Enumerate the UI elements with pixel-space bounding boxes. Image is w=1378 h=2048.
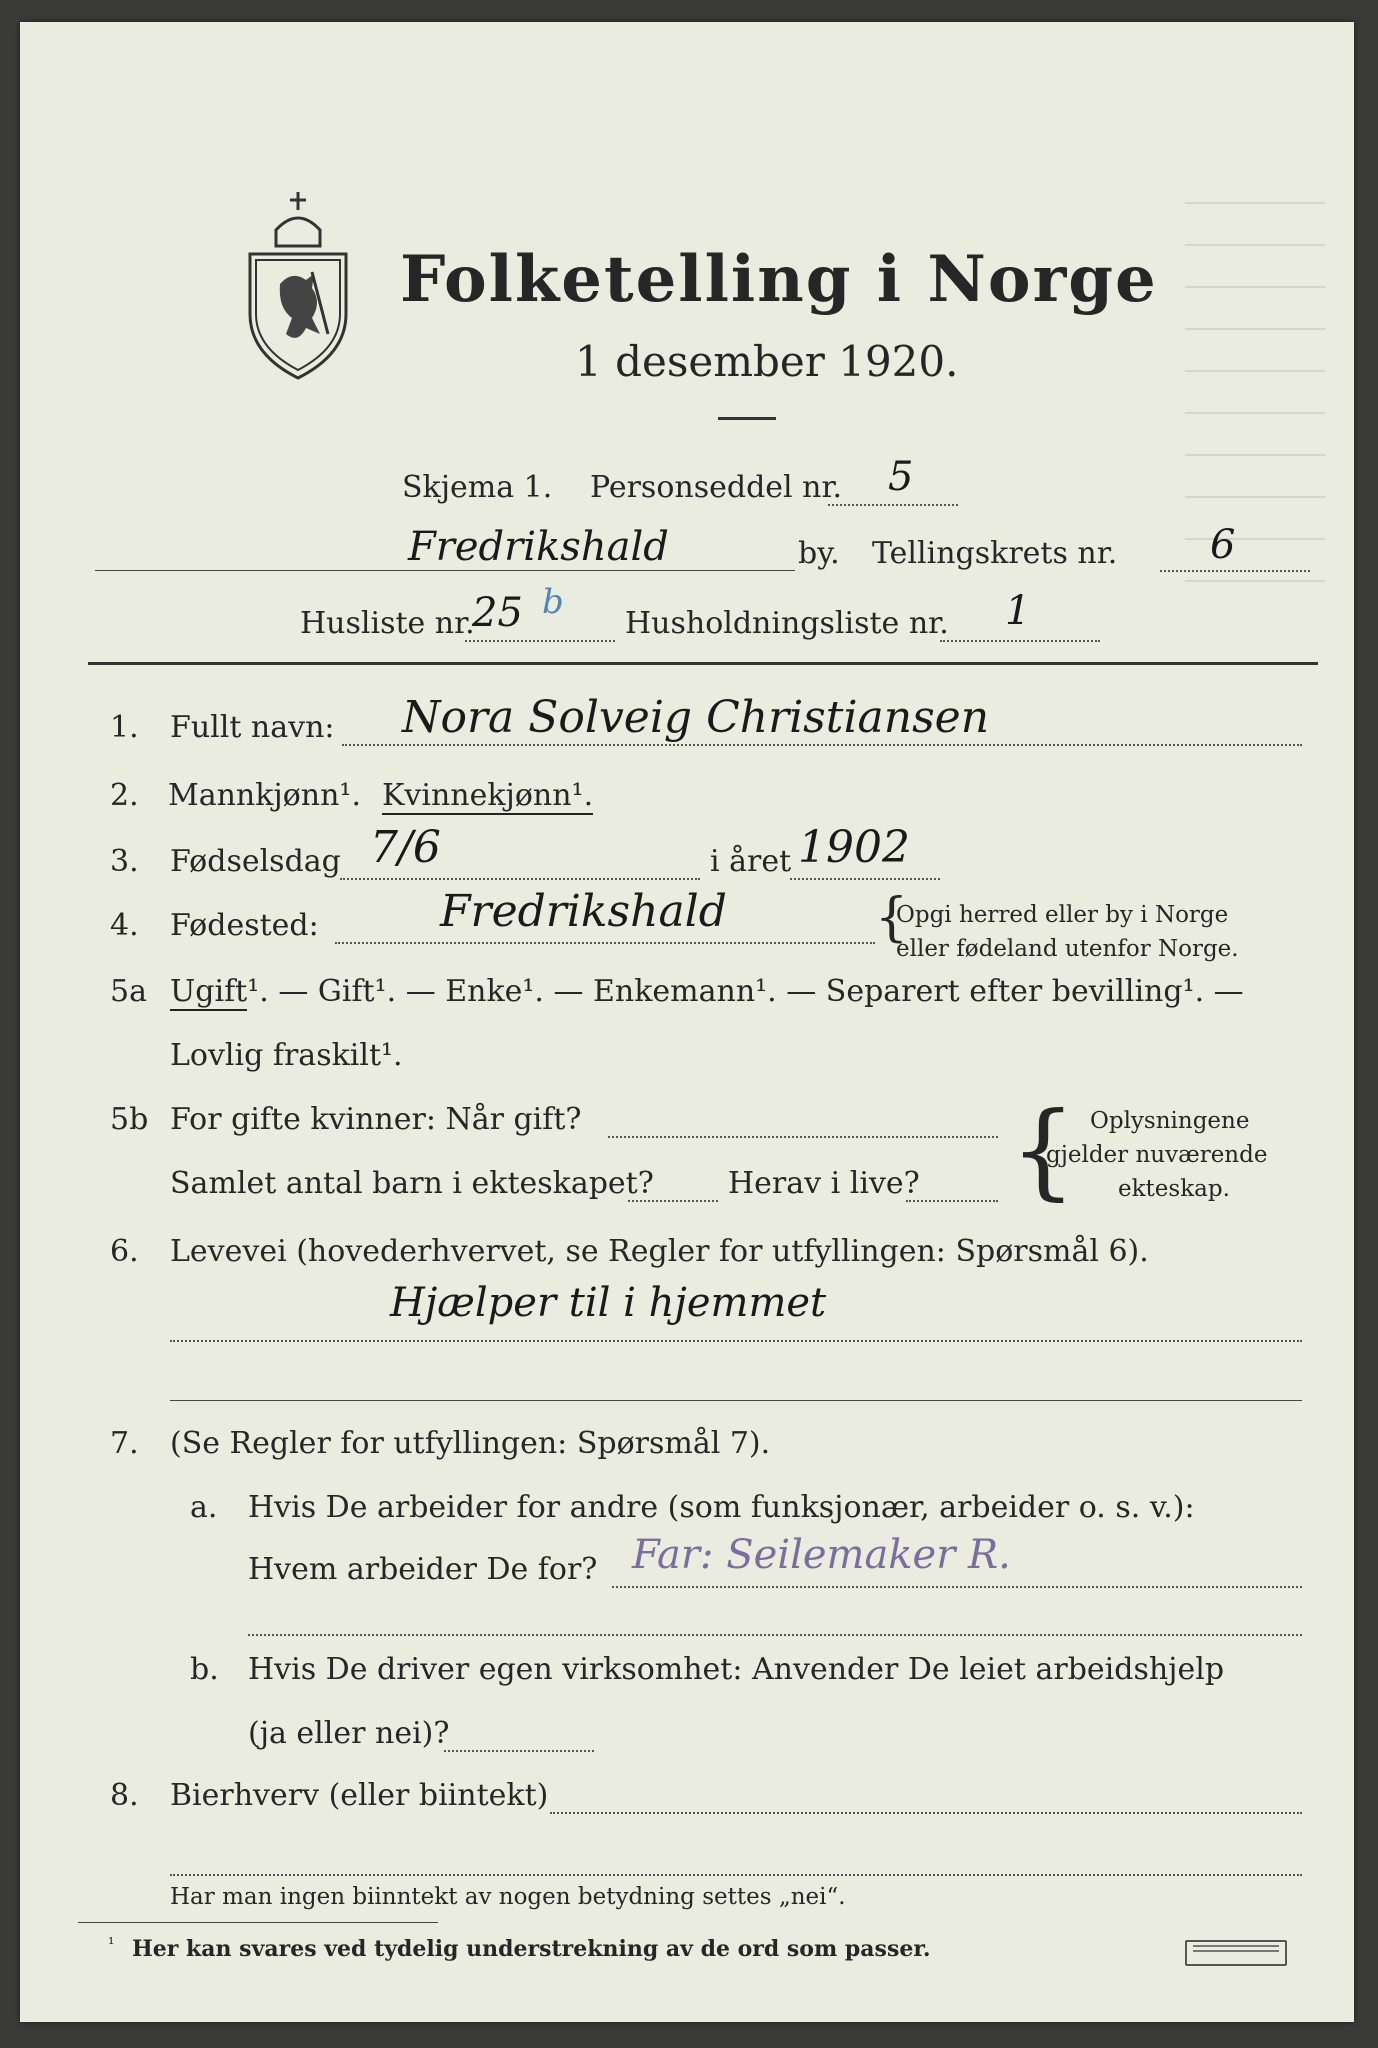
q2-female-option-label: Kvinnekjønn¹. — [382, 778, 594, 813]
header-separator — [88, 662, 1318, 665]
q4-brace: { — [875, 888, 909, 948]
schema-label: Skjema 1. — [402, 470, 553, 505]
q3-number: 3. — [110, 844, 139, 879]
q3-label: Fødselsdag — [170, 844, 341, 879]
q5b-note-line-1: Oplysningene — [1090, 1108, 1250, 1134]
q1-field-line — [342, 744, 1302, 746]
footnote-text: Her kan svares ved tydelig understrekning av de ord som passer. — [132, 1936, 931, 1962]
q7a-question: Hvis De arbeider for andre (som funksjonær, arbeider o. s. v.): — [248, 1490, 1195, 1525]
personseddel-label: Personseddel nr. — [590, 470, 843, 505]
personseddel-field-line — [828, 504, 958, 506]
q4-birthplace-value[interactable]: Fredrikshald — [440, 886, 727, 937]
q8-number: 8. — [110, 1778, 139, 1813]
q3-birthday-value[interactable]: 7/6 — [370, 822, 441, 873]
q5b-note-line-3: ekteskap. — [1118, 1176, 1230, 1202]
q2-male-option[interactable]: Mannkjønn¹. — [168, 778, 361, 813]
q2-female-option[interactable] — [382, 778, 593, 813]
by-label: by. — [798, 536, 840, 571]
q1-label: Fullt navn: — [170, 710, 335, 745]
husholdning-value[interactable]: 1 — [1005, 588, 1031, 634]
title-divider — [718, 417, 776, 420]
footnote-rule — [78, 1922, 438, 1923]
husliste-field-line — [465, 640, 615, 642]
husliste-suffix: b — [542, 582, 564, 622]
q5b-alive-field[interactable] — [906, 1200, 998, 1202]
q7b-yes-no-label: (ja eller nei)? — [248, 1716, 450, 1751]
footnote-mark: ¹ — [108, 1934, 115, 1953]
q1-number: 1. — [110, 710, 139, 745]
q5a-ugift-option[interactable]: Ugift — [170, 974, 248, 1009]
q1-full-name-value[interactable]: Nora Solveig Christiansen — [402, 692, 990, 743]
q5b-married-when-field[interactable] — [608, 1136, 998, 1138]
q5b-number: 5b — [110, 1102, 149, 1137]
q7a-letter: a. — [190, 1490, 218, 1525]
q7a-field-line-2 — [248, 1634, 1302, 1636]
q7b-letter: b. — [190, 1652, 219, 1687]
personseddel-value[interactable]: 5 — [888, 454, 914, 500]
q4-note-line-1: Opgi herred eller by i Norge — [896, 902, 1229, 928]
q8-field-line-1 — [550, 1812, 1302, 1814]
q7a-field-line-1 — [612, 1586, 1302, 1588]
q5b-brace: { — [1010, 1089, 1077, 1211]
q3-year-value[interactable]: 1902 — [798, 822, 910, 873]
q6-occupation-value[interactable]: Hjælper til i hjemmet — [390, 1280, 827, 1326]
form-title: Folketelling i Norge — [400, 242, 1158, 317]
q4-label: Fødested: — [170, 908, 319, 943]
q7a-employer-value[interactable]: Far: Seilemaker R. — [632, 1532, 1011, 1578]
q5a-options[interactable] — [170, 974, 1244, 1009]
tellingskrets-field-line — [1160, 570, 1310, 572]
husliste-label: Husliste nr. — [300, 606, 475, 641]
q6-number: 6. — [110, 1234, 139, 1269]
q5b-children-field[interactable] — [628, 1200, 718, 1202]
husliste-value[interactable]: 25 — [472, 590, 523, 636]
q3-year-label: i året — [710, 844, 792, 879]
q3-year-field-line — [790, 878, 940, 880]
q5b-children-label: Samlet antal barn i ekteskapet? — [170, 1166, 654, 1201]
q8-label: Bierhverv (eller biintekt) — [170, 1778, 549, 1813]
q5a-other-options: ¹. — Gift¹. — Enke¹. — Enkemann¹. — Separert efter bevilling¹. — — [247, 974, 1244, 1009]
printer-stamp — [1185, 1940, 1287, 1966]
q6-field-line-1 — [170, 1340, 1302, 1342]
q5a-lovlig-fraskilt[interactable]: Lovlig fraskilt¹. — [170, 1038, 403, 1073]
q7-label: (Se Regler for utfyllingen: Spørsmål 7). — [170, 1426, 771, 1461]
q3-field-line — [340, 878, 700, 880]
q7a-employer-label: Hvem arbeider De for? — [248, 1552, 598, 1587]
q7b-field[interactable] — [444, 1750, 594, 1752]
q7b-question: Hvis De driver egen virksomhet: Anvender De leiet arbeidshjelp — [248, 1652, 1225, 1687]
city-field-line — [95, 570, 795, 571]
q6-label: Levevei (hovederhvervet, se Regler for utfyllingen: Spørsmål 6). — [170, 1234, 1149, 1269]
norwegian-coat-of-arms-icon — [242, 184, 354, 384]
q5b-note-line-2: gjelder nuværende — [1046, 1142, 1268, 1168]
q4-note-line-2: eller fødeland utenfor Norge. — [896, 936, 1239, 962]
q6-field-line-2 — [170, 1400, 1302, 1401]
census-form-page — [20, 22, 1354, 2022]
q5b-married-when-label: For gifte kvinner: Når gift? — [170, 1102, 582, 1137]
husholdning-field-line — [940, 640, 1100, 642]
q4-field-line — [335, 942, 875, 944]
city-value[interactable]: Fredrikshald — [408, 524, 669, 570]
tellingskrets-value[interactable]: 6 — [1210, 522, 1236, 568]
q8-field-line-2 — [170, 1874, 1302, 1876]
q5b-alive-label: Herav i live? — [728, 1166, 920, 1201]
census-date: 1 desember 1920. — [575, 337, 959, 386]
q2-number: 2. — [110, 778, 139, 813]
tellingskrets-label: Tellingskrets nr. — [872, 536, 1118, 571]
husholdning-label: Husholdningsliste nr. — [625, 606, 949, 641]
q5a-number: 5a — [110, 974, 147, 1009]
q7-number: 7. — [110, 1426, 139, 1461]
q4-number: 4. — [110, 908, 139, 943]
biintekt-note: Har man ingen biinntekt av nogen betydning settes „nei“. — [170, 1884, 846, 1910]
